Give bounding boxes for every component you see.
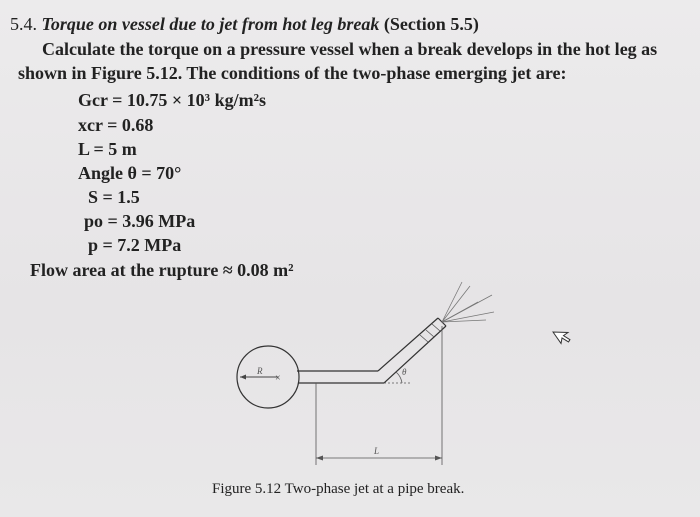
label-l: L (374, 446, 380, 456)
label-r: R (257, 366, 263, 376)
inclined-pipe-top (378, 318, 438, 371)
problem-number: 5.4. (10, 14, 37, 34)
inclined-pipe-bottom (384, 326, 446, 383)
label-theta: θ (402, 367, 407, 377)
problem-text-line-1: Calculate the torque on a pressure vessel when a break develops in the hot leg as (42, 39, 658, 59)
condition-xcr: xcr = 0.68 (78, 115, 154, 135)
center-mark: × (275, 373, 281, 384)
condition-po: po = 3.96 MPa (84, 211, 196, 231)
problem-title-text: Torque on vessel due to jet from hot leg break (41, 14, 380, 34)
condition-length: L = 5 m (78, 139, 137, 159)
condition-p: p = 7.2 MPa (88, 235, 182, 255)
figure-caption: Figure 5.12 Two-phase jet at a pipe break. (212, 481, 465, 497)
condition-slip: S = 1.5 (88, 187, 140, 207)
condition-angle: Angle θ = 70° (78, 163, 182, 183)
condition-gcr: Gcr = 10.75 × 10³ kg/m²s (78, 90, 266, 110)
problem-text-line-2: shown in Figure 5.12. The conditions of the two-phase emerging jet are: (18, 63, 567, 83)
problem-section: (Section 5.5) (383, 14, 479, 34)
mouse-cursor-icon (553, 325, 573, 346)
flow-area: Flow area at the rupture ≈ 0.08 m² (30, 260, 294, 280)
